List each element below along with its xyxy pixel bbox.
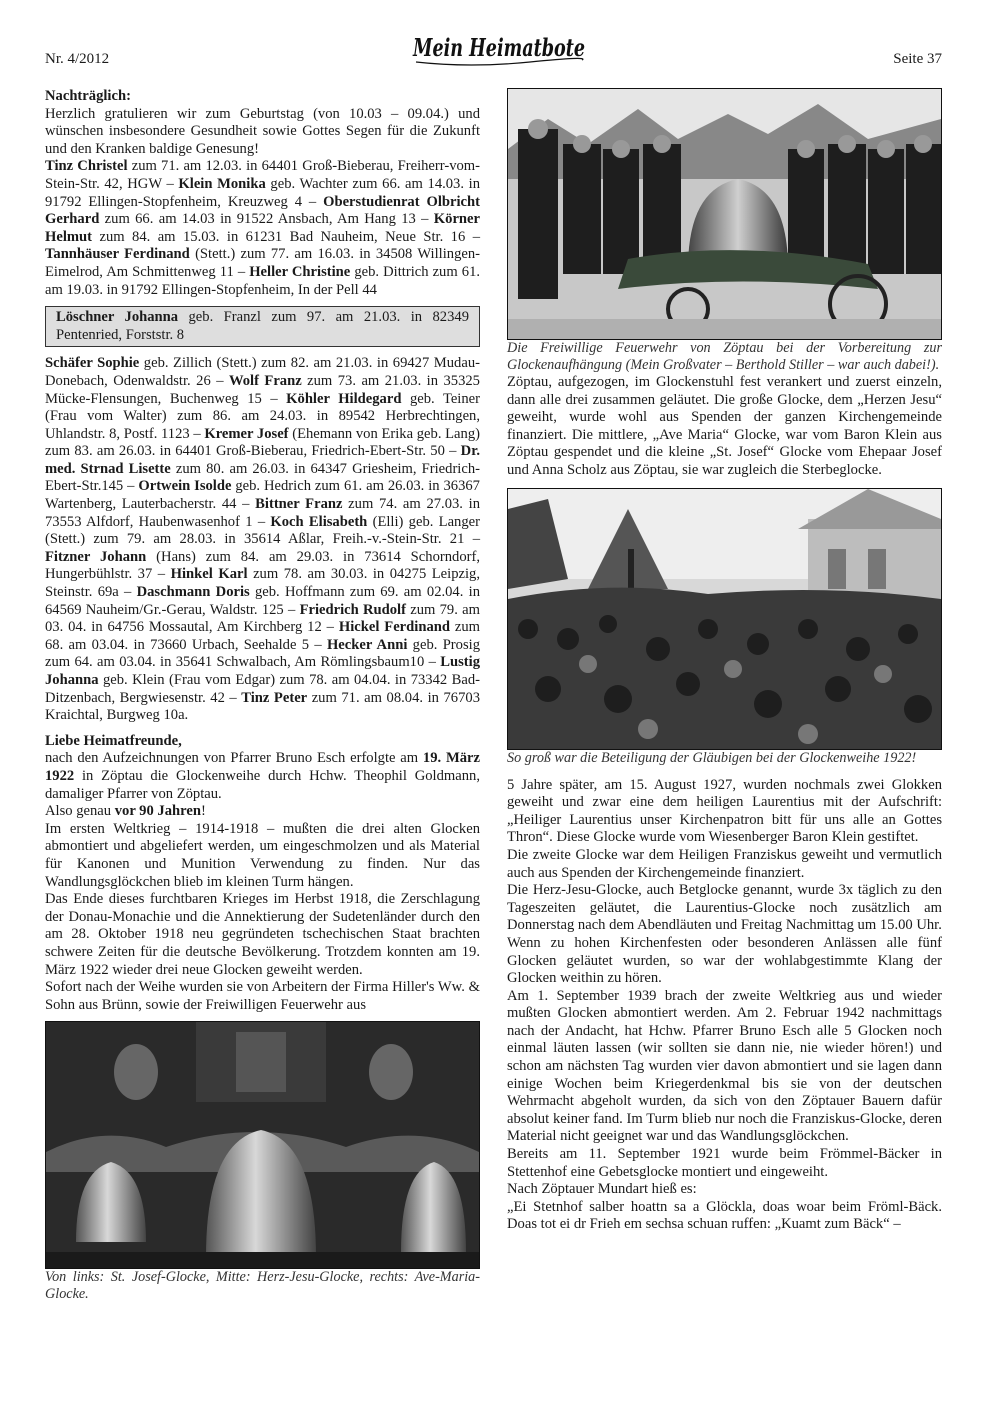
article-para-3: Im ersten Weltkrieg – 1914-1918 – mußten die drei alten Glocken abmontiert und abgeliefert werden, um eingeschmolzen und als Material für Kanonen und Munition Verwendung zu finden. Nur das Wandlungsglöckchen blieb im kleinen Turm hängen.: [45, 820, 480, 890]
left-column: [45, 88, 480, 1303]
right-para-8: Nach Zöptauer Mundart hieß es:: [507, 1181, 697, 1198]
right-para-7: Bereits am 11. September 1921 wurde beim Frömmel-Bäcker in Stettenhof eine Gebetsglocke montiert und eingeweiht.: [507, 1146, 942, 1180]
caption-bells: Von links: St. Josef-Glocke, Mitte: Herz-Jesu-Glocke, rechts: Ave-Maria-Glocke.: [45, 1269, 480, 1303]
article-para-2: Also genau vor 90 Jahren!: [45, 803, 206, 820]
photo-fire-brigade: [507, 88, 942, 340]
right-para-1: Zöptau, aufgezogen, im Glockenstuhl fest verankert und zuerst einzeln, dann alle drei zusammen geläutet. Die große Glocke, dem „Herzen Jesu“ geweiht, wurde wohl aus Spenden der ganzen Kirchengemeinde finanziert. Die mittlere, „Ave Maria“ Glocke, war vom Baron Klein aus Zöptau gespendet und die kleine „St. Josef“ Glocke vom Ehepaar Josef und Anna Scholz aus Zöptau, sie war zugleich die Sterbeglocke.: [507, 374, 942, 478]
caption-fire-brigade: Die Freiwillige Feuerwehr von Zöptau bei der Vorbereitung zur Glockenaufhängung (Mein Großvater – Berthold Stiller – war auch dabei!).: [507, 340, 942, 373]
highlighted-birthday-box: Löschner Johanna geb. Franzl zum 97. am 21.03. in 82349 Pentenried, Forststr. 8: [45, 306, 480, 347]
caption-crowd: So groß war die Beteiligung der Gläubigen bei der Glockenweihe 1922!: [507, 749, 917, 766]
masthead-text: Mein Heimatbote: [412, 33, 585, 62]
section-heading-belated: Nachträglich:: [45, 88, 131, 104]
article-para-5: Sofort nach der Weihe wurden sie von Arbeitern der Firma Hiller's Ww. & Sohn aus Brünn, sowie der Freiwilligen Feuerwehr aus: [45, 979, 480, 1013]
section-heading-greeting: Liebe Heimatfreunde,: [45, 732, 182, 749]
masthead-logo: [410, 24, 588, 74]
birthday-list-1: Tinz Christel zum 71. am 12.03. in 64401 Groß-Bieberau, Freiherr-vom-Stein-Str. 42, HGW – Klein Monika geb. Wachter zum 66. am 14.03. in 91792 Ellingen-Stopfenheim, Kreuzweg 4 – Oberstudienrat Olbricht Gerhard zum 66. am 14.03 in 91522 Ansbach, Am Hang 13 – Körner Helmut zum 84. am 15.03. in 61231 Bad Nauheim, Neue Str. 16 – Tannhäuser Ferdinand (Stett.) zum 77. am 16.03. in 34508 Willingen-Eimelrod, Am Schmittenweg 11 – Heller Christine geb. Dittrich zum 61. am 19.03. in 91792 Ellingen-Stopfenheim, In der Pell 44: [45, 158, 481, 298]
photo-bells: [45, 1021, 480, 1269]
right-para-3: Die zweite Glocke war dem Heiligen Franziskus geweiht und vermutlich auch aus Spenden der Kirchengemeinde finanziert.: [507, 846, 942, 881]
right-para-2: 5 Jahre später, am 15. August 1927, wurden nochmals zwei Glokken geweiht und zwar eine dem heiligen Laurentius mit der Aufschrift: „Heiliger Laurentius unser Kirchenpatron bitt für uns alle an Gottes Thron“. Diese Glocke wurde vom Wiesenberger Baron Klein gestiftet.: [507, 776, 942, 846]
photo-crowd: [507, 488, 942, 750]
article-para-1: nach den Aufzeichnungen von Pfarrer Bruno Esch erfolgte am 19. März 1922 in Zöptau die Glockenweihe durch Hchw. Theophil Goldmann, damaliger Pfarrer von Zöptau.: [45, 750, 480, 802]
right-column: [507, 88, 942, 1234]
article-para-4: Das Ende dieses furchtbaren Krieges im Herbst 1918, die Zerschlagung der Donau-Monachie und die Annektierung der Sudetenländer durch den am 28. Oktober 1918 neu gegründeten tschechischen Staat brachten schwere Zeiten für die deutsche Bevölkerung. Trotzdem konnten am 19. März 1922 wieder drei neue Glocken geweiht werden.: [45, 891, 480, 978]
issue-number: Nr. 4/2012: [45, 51, 110, 67]
right-para-5: Wenn zu hohen Kirchenfesten oder besonderen Anlässen alle fünf Glocken geläutet wurden, so war der wohlabgestimmte Klang der Glocken weithin zu hören.: [507, 934, 942, 987]
page-number: Seite 37: [893, 51, 942, 67]
birthday-list-2: Schäfer Sophie geb. Zillich (Stett.) zum 82. am 21.03. in 69427 Mudau-Donebach, Odenwaldstr. 26 – Wolf Franz zum 73. am 21.03. in 35325 Mücke-Flensungen, Buchenweg 15 – Köhler Hildegard geb. Teiner (Frau vom Walter) zum 86. am 24.03. in 89542 Herbrechtingen, Uhlandstr. 8, Postf. 1123 – Kremer Josef (Ehemann von Erika geb. Lang) zum 83. am 26.03. in 64401 Groß-Bieberau, Friedrich-Ebert-Str. 50 – Dr. med. Strnad Lisette zum 80. am 26.03. in 64347 Griesheim, Friedrich-Ebert-Str.145 – Ortwein Isolde geb. Hedrich zum 61. am 26.03. in 36367 Wartenberg, Lauterbacherstr. 44 – Bittner Franz zum 74. am 27.03. in 73553 Alfdorf, Haubenwasenhof 1 – Koch Elisabeth (Elli) geb. Langer (Stett.) zum 79. am 28.03. in 35614 Aßlar, Freih.-v.-Stein-Str. 21 – Fitzner Johann (Hans) zum 84. am 29.03. in 73614 Schorndorf, Hungerbühlstr. 37 – Hinkel Karl zum 78. am 30.03. in 04275 Leipzig, Steinstr. 69a – Daschmann Doris geb. Hoffmann zum 69. am 02.04. in 64569 Nauheim/Gr.-Gerau, Waldstr. 125 – Friedrich Rudolf zum 79. am 03. 04. in 64756 Mossautal, Am Kirchberg 12 – Hickel Ferdinand zum 68. am 03.04. in 73660 Urbach, Seehalde 5 – Hecker Anni geb. Prosig zum 64. am 03.04. in 35641 Schwalbach, Am Römlingsbaum10 – Lustig Johanna geb. Klein (Frau vom Edgar) zum 78. am 04.04. in 73342 Bad-Ditzenbach, Bergwiesenstr. 42 – Tinz Peter zum 71. am 08.04. in 76703 Kraichtal, Burgweg 10a.: [45, 355, 481, 724]
right-para-9: „Ei Stetnhof salber hoattn sa a Glöckla, doas woar beim Fröml-Bäck. Doas tot ei dr Frieh em sechsa schuan ruffen: „Kuamt zum Bäck“ –: [507, 1198, 942, 1233]
right-para-6: Am 1. September 1939 brach der zweite Weltkrieg aus und wieder mußten Glocken abmontiert werden. Am 2. Februar 1942 nachmittags nach der Andacht, hat Hchw. Pfarrer Bruno Esch alle 5 Glocken noch einmal läuten lassen (wir sollten sie dann nie, nie wieder hören!) und schon am nächsten Tag wurden vier davon abmontiert und sie lagen dann einige Wochen beim Kriegerdenkmal bis sie von der deutschen Wehrmacht abgeholt wurden, da sich von den Zöptauer Bauern dafür absolut keiner fand. Im Turm blieb nur noch die Franziskus-Glocke, deren Material nicht geeignet war und das Wandlungsglöckchen.: [507, 987, 942, 1145]
masthead-logo-graphic: [410, 24, 588, 74]
right-para-4: Die Herz-Jesu-Glocke, auch Betglocke genannt, wurde 3x täglich zu den Tageszeiten geläutet, die Laurentius-Glocke noch zusätzlich am Donnerstag nach dem Abendläuten und Freitag Nachmittag um 15.00 Uhr.: [507, 882, 942, 934]
intro-text: Herzlich gratulieren wir zum Geburtstag (von 10.03 – 09.04.) und wünschen insbesondere Gesundheit sowie Gottes Segen für die Zukunft und den Kranken baldige Genesung!: [45, 105, 480, 157]
